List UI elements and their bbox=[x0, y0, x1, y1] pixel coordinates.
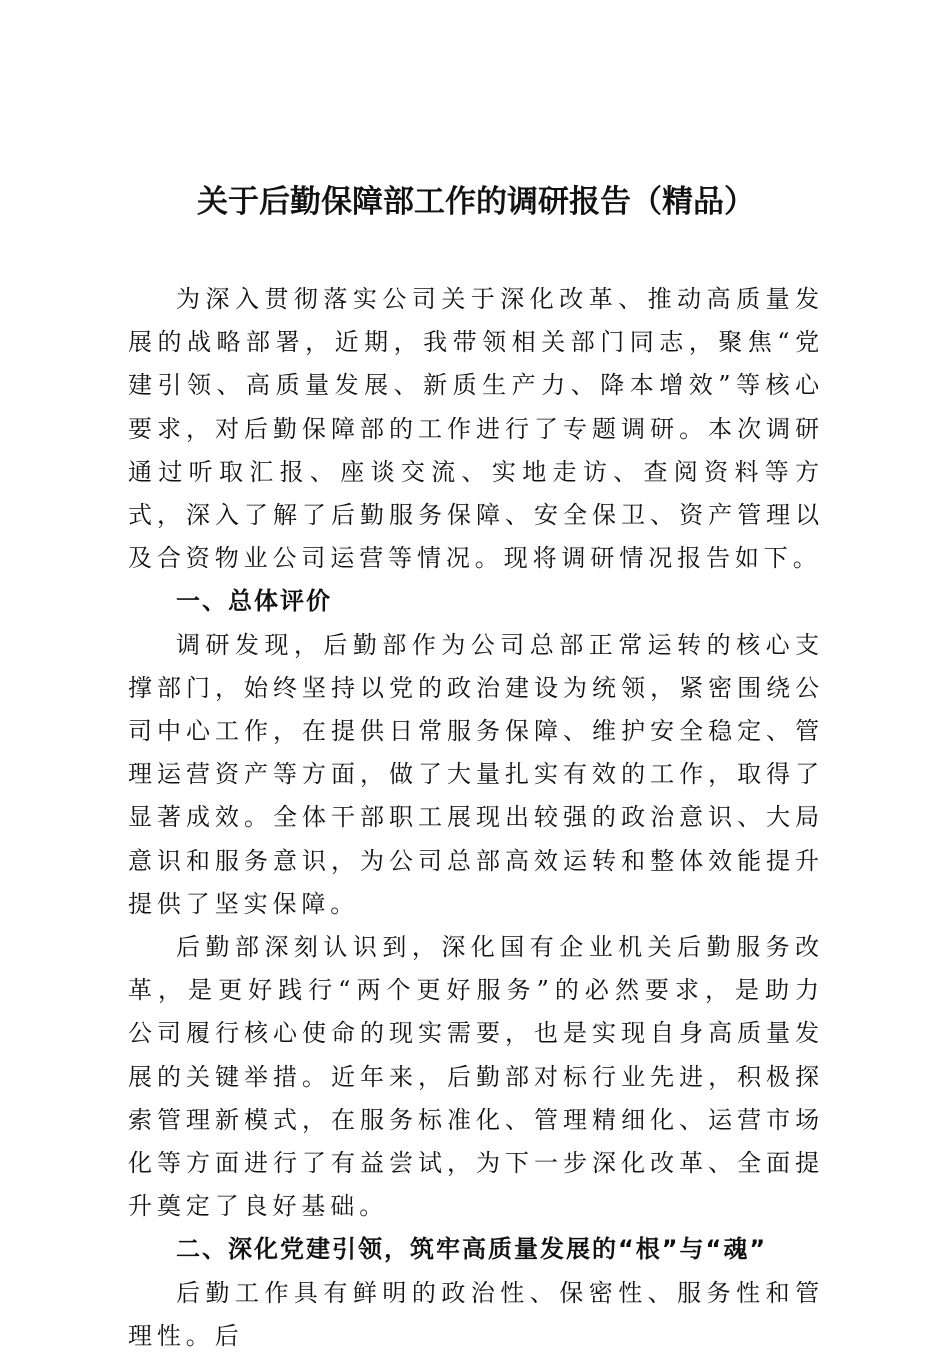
section-heading-2: 二、深化党建引领，筑牢高质量发展的“根”与“魂” bbox=[176, 1235, 768, 1264]
paragraph-party-building: 后勤工作具有鲜明的政治性、保密性、服务性和管理性。后 bbox=[128, 1278, 824, 1350]
document-title: 关于后勤保障部工作的调研报告（精品） bbox=[197, 184, 755, 220]
paragraph-evaluation-1: 调研发现，后勤部作为公司总部正常运转的核心支撑部门，始终坚持以党的政治建设为统领，紧密围绕公司中心工作，在提供日常服务保障、维护安全稳定、管理运营资产等方面，做了大量扎实有效的工作，取得了显著成效。全体干部职工展现出较强的政治意识、大局意识和服务意识，为公司总部高效运转和整体效能提升提供了坚实保障。 bbox=[128, 630, 824, 918]
section-heading-1: 一、总体评价 bbox=[176, 587, 332, 616]
document-body bbox=[128, 278, 824, 1358]
paragraph-evaluation-2: 后勤部深刻认识到，深化国有企业机关后勤服务改革，是更好践行“两个更好服务”的必然要求，是助力公司履行核心使命的现实需要，也是实现自身高质量发展的关键举措。近年来，后勤部对标行业先进，积极探索管理新模式，在服务标准化、管理精细化、运营市场化等方面进行了有益尝试，为下一步深化改革、全面提升奠定了良好基础。 bbox=[128, 933, 824, 1221]
paragraph-intro: 为深入贯彻落实公司关于深化改革、推动高质量发展的战略部署，近期，我带领相关部门同志，聚焦“党建引领、高质量发展、新质生产力、降本增效”等核心要求，对后勤保障部的工作进行了专题调研。本次调研通过听取汇报、座谈交流、实地走访、查阅资料等方式，深入了解了后勤服务保障、安全保卫、资产管理以及合资物业公司运营等情况。现将调研情况报告如下。 bbox=[128, 285, 824, 573]
